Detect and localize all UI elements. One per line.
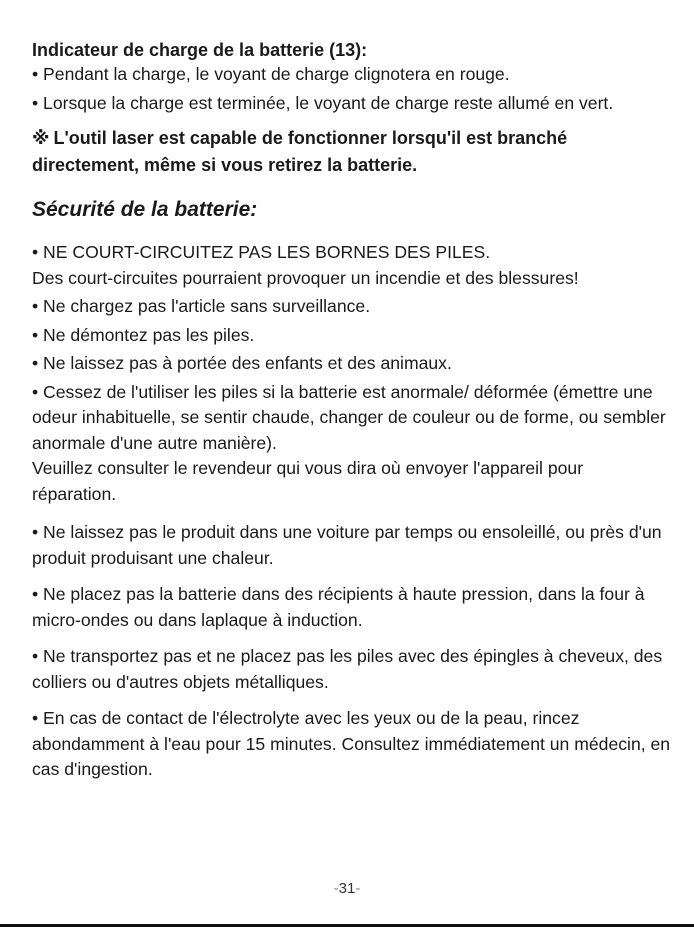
charge-item-charging: • Pendant la charge, le voyant de charge clignotera en rouge. bbox=[32, 64, 510, 84]
safety-item-short-circuit: • NE COURT-CIRCUITEZ PAS LES BORNES DES PILES. bbox=[32, 242, 491, 263]
safety-item-heat: • Ne laissez pas le produit dans une voiture par temps ou ensoleillé, ou près d'un produit produisant une chaleur. bbox=[32, 522, 662, 568]
safety-item-unattended: • Ne chargez pas l'article sans surveillance. bbox=[32, 296, 371, 317]
safety-item-pressure: • Ne placez pas la batterie dans des récipients à haute pression, dans la four à micro-ondes ou dans laplaque à induction. bbox=[32, 584, 645, 630]
safety-item-children: • Ne laissez pas à portée des enfants et des animaux. bbox=[32, 353, 452, 374]
safety-item-abnormal-detail: Veuillez consulter le revendeur qui vous dira où envoyer l'appareil pour réparation. bbox=[32, 458, 584, 504]
safety-item-electrolyte: • En cas de contact de l'électrolyte avec les yeux ou de la peau, rincez abondamment à l'eau pour 15 minutes. Consultez immédiatement un médecin, en cas d'ingestion. bbox=[32, 708, 671, 780]
laser-note bbox=[32, 125, 672, 179]
laser-note-text: L'outil laser est capable de fonctionner lorsqu'il est branché directement, même si vous retirez la batterie. bbox=[32, 128, 568, 175]
page-number bbox=[0, 880, 694, 897]
safety-item-abnormal: • Cessez de l'utiliser les piles si la batterie est anormale/ déformée (émettre une odeur inhabituelle, se sentir chaude, changer de couleur ou de forme, ou sembler anormale d'une autre manière). bbox=[32, 381, 666, 453]
charge-indicator-heading: Indicateur de charge de la batterie (13): bbox=[32, 40, 368, 60]
charge-item-complete: • Lorsque la charge est terminée, le voyant de charge reste allumé en vert. bbox=[32, 92, 614, 113]
reference-mark-icon: ※ bbox=[32, 128, 50, 148]
safety-item-short-circuit-detail: Des court-circuites pourraient provoquer un incendie et des blessures! bbox=[32, 267, 579, 288]
page-number-dash-left: - bbox=[333, 880, 339, 897]
page-number-value: 31 bbox=[338, 880, 356, 897]
manual-page bbox=[32, 38, 672, 783]
battery-safety-heading: Sécurité de la batterie: bbox=[32, 198, 258, 221]
safety-item-metal: • Ne transportez pas et ne placez pas les piles avec des épingles à cheveux, des colliers ou d'autres objets métalliques. bbox=[32, 646, 663, 692]
page-number-dash-right: - bbox=[355, 880, 361, 897]
safety-item-disassemble: • Ne démontez pas les piles. bbox=[32, 324, 255, 345]
